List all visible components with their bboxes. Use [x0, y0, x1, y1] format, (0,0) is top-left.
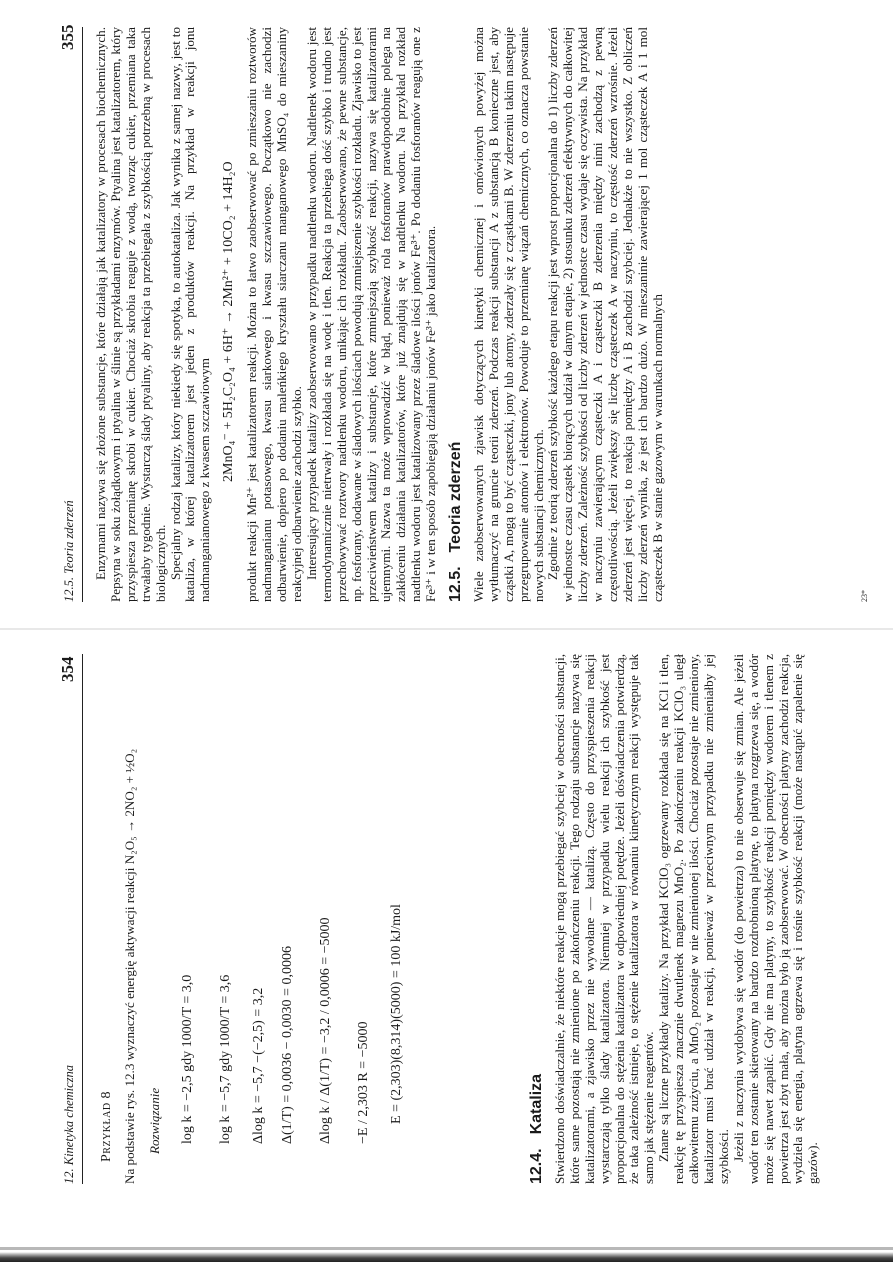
equation-4: Δ(1/T) = 0,0036 − 0,0030 = 0,0006: [279, 946, 295, 1144]
section-number: 12.4.: [528, 1148, 545, 1184]
header-rule: [82, 654, 83, 1184]
page-355: [0, 0, 893, 622]
paragraph: produkt reakcji Mn²⁺ jest katalizatorem reakcji. Można to łatwo zaobserwować po zmieszaniu roztworów nadmanganianu potasowego, kwasu siarkowego i kwasu szczawiowego. Początkowo nie zachodzi odbarwienie, dopiero po dodaniu maleńkiego kryształu siarczanu manganowego MnSO₄ do mieszaniny reakcyjnej odbarwienie zachodzi szybko.: [244, 27, 304, 602]
page-number: 355: [58, 24, 77, 50]
section-heading: [449, 27, 464, 602]
equation-1: log k = −2,5 gdy 1000/T = 3,0: [179, 974, 195, 1144]
page-number: 354: [58, 656, 77, 682]
example-title: Przykład 8: [99, 1090, 114, 1162]
page-354: [0, 622, 893, 1262]
equation-5: Δlog k / Δ(1/T) = −3,2 / 0,0006 = −5000: [317, 917, 333, 1144]
running-head: 12. Kinetyka chemiczna: [62, 1064, 76, 1184]
paragraph: Stwierdzono doświadczalnie, że niektóre reakcje mogą przebiegać szybciej w obecności substancji, które same pozostają nie zmienione po zakończeniu reakcji. Tego rodzaju substancje nazywa się katalizatorami, a zjawisko przez nie wywołane — katalizą. Często do przyspieszenia reakcji wystarczają tylko ślady katalizatora. Niemniej w przypadku wielu reakcji ich szybkość jest proporcjonalna do stężenia katalizatora w odpowiedniej potędze. Jeżeli doświadczenia potwierdzą, że taka zależność istnieje, to stężenie katalizatora w równaniu kinetycznym reakcji występuje tak samo jak stężenie reagentów.: [551, 654, 657, 1184]
paragraph: Interesujący przypadek katalizy zaobserwowano w przypadku nadtlenku wodoru. Nadtlenek wodoru jest termodynamicznie nietrwały i rozkłada się na wodę i tlen. Reakcja ta przebiega dość szybko i trudno jest przechowywać roztwory nadtlenku wodoru, unikając ich rozkładu. Zaobserwowano, że pewne substancje, np. fosforany, dodawane w śladowych ilościach powodują zmniejszenie szybkości rozkładu. Zjawisko to jest przeciwieństwem katalizy i substancje, które zmniejszają szybkość reakcji, nazywa się katalizatorami ujemnymi. Nazwa ta może wprowadzić w błąd, ponieważ rola fosforanów prawdopodobnie polega na zakłóceniu działania katalizatorów, które już znajdują się w nadtlenku wodoru. Na przykład rozkład nadtlenku wodoru jest katalizowany przez śladowe ilości jonów Fe³⁺. Po dodaniu fosforanów reagują one z Fe³⁺ i w ten sposób zapobiegają działaniu jonów Fe³⁺ jako katalizatora.: [303, 27, 439, 602]
paragraph: Zgodnie z teorią zderzeń szybkość każdego etapu reakcji jest wprost proporcjonalna do 1) liczby zderzeń w jednostce czasu cząstek biorących udział w danym etapie, 2) stosunku zderzeń efektywnych do całkowitej liczby zderzeń. Zależność szybkości od liczby zderzeń w jednostce czasu wydaje się oczywista. Na przykład w naczyniu zawierającym cząsteczki A i cząsteczki B zderzenia między nimi zachodzą z pewną częstotliwością. Jeżeli zwiększy się liczbę cząsteczek A w naczyniu, to częstość zderzeń wzrośnie. Jeżeli zderzeń jest więcej, to reakcja pomiędzy A i B zachodzi szybciej. Jednakże to nie wszystko. Z obliczeń liczby zderzeń wynika, że jest ich bardzo dużo. W mieszaninie zawierającej 1 mol cząsteczek A i 1 mol cząsteczek B w stanie gazowym w warunkach normalnych: [545, 27, 665, 602]
solution-label: Rozwiązanie: [146, 1087, 162, 1154]
paragraph: Enzymami nazywa się złożone substancje, które działają jak katalizatory w procesach biochemicznych. Pepsyna w soku żołądkowym i ptyalina w ślinie są przykładami enzymów. Ptyalina jest katalizatorem, który przyspiesza przemianę skrobi w cukier. Chociaż skrobia reaguje z wodą, tworząc cukier, przemiana taka trwałaby tygodnie. Wystarczą ślady ptyaliny, aby reakcja ta przebiegała z szybkością potrzebną w procesach biologicznych.: [93, 27, 168, 602]
section-12-4: [520, 654, 821, 1184]
equation-2: log k = −5,7 gdy 1000/T = 3,6: [217, 974, 233, 1144]
paragraph: Znane są liczne przykłady katalizy. Na przykład KClO₃ ogrzewany rozkłada się na KCl i tlen, reakcję tę przyspiesza znacznie dwutlenek magnezu MnO₂. Po zakończeniu reakcji KClO₃ uległ całkowitemu zużyciu, a MnO₂ pozostaje w nie zmienionej ilości. Chociaż pozostaje nie zmieniony, katalizator musi brać udział w reakcji, ponieważ w przeciwnym przypadku nie zmieniałby jej szybkości.: [656, 654, 731, 1184]
header-rule: [82, 27, 83, 602]
paragraph: Specjalny rodzaj katalizy, który niekiedy się spotyka, to autokataliza. Jak wynika z samej nazwy, jest to kataliza, w której katalizatorem jest jeden z produktów reakcji. Na przykład w reakcji jonu nadmanganianowego z kwasem szczawiowym: [167, 27, 213, 602]
text-column: [94, 27, 666, 602]
equation-3: Δlog k = −5,7 −(−2,5) = 3,2: [250, 987, 266, 1144]
equation-6: −E / 2,303 R = −5000: [355, 1021, 371, 1144]
equation-7: E = (2,303)(8,314)(5000) = 100 kJ/mol: [388, 904, 404, 1124]
paragraph: Jeżeli z naczynia wydobywa się wodór (do powietrza) to nie obserwuje się zmian. Ale jeżeli wodór ten zostanie skierowany na bardzo rozdrobnioną platynę, to platyna rozgrzewa się, a wodór może się nawet zapalić. Gdy nie ma platyny, to szybkość reakcji pomiędzy wodorem i tlenem z powietrza jest zbyt mała, aby można było ją zaobserwować. W obecności platyny zachodzi reakcja, wydziela się energia, platyna ogrzewa się i rośnie szybkość reakcji (może nastąpić zapalenie się gazów).: [730, 654, 821, 1184]
running-head: 12.5. Teoria zderzeń: [62, 500, 76, 602]
section-title: Kataliza: [528, 1073, 545, 1135]
example-block: [100, 654, 407, 1184]
paragraph: Wiele zaobserwowanych zjawisk dotyczących kinetyki chemicznej i omówionych powyżej można wytłumaczyć na gruncie teorii zderzeń. Podczas reakcji substancji A z substancją B konieczne jest, aby cząstki A, mogą to być cząsteczki, jony lub atomy, zderzały się z cząstkami B. W zderzeniu takim następuje przegrupowanie atomów i elektronów. Powoduje to przemianę wiązań chemicznych, co oznacza powstanie nowych substancji chemicznych.: [470, 27, 546, 602]
equation-permanganate: 2MnO₄⁻ + 5H₂C₂O₄ + 6H⁺ → 2Mn²⁺ + 10CO₂ + 14H₂O: [221, 161, 237, 482]
signature-mark: 23*: [860, 590, 869, 602]
section-heading: [530, 654, 545, 1184]
section-number: 12.5.: [447, 566, 465, 602]
section-title: Teoria zderzeń: [447, 441, 465, 553]
example-prompt: Na podstawie rys. 12.3 wyznaczyć energię aktywacji reakcji N₂O₅ → 2NO₂ + ½O₂: [121, 748, 137, 1184]
